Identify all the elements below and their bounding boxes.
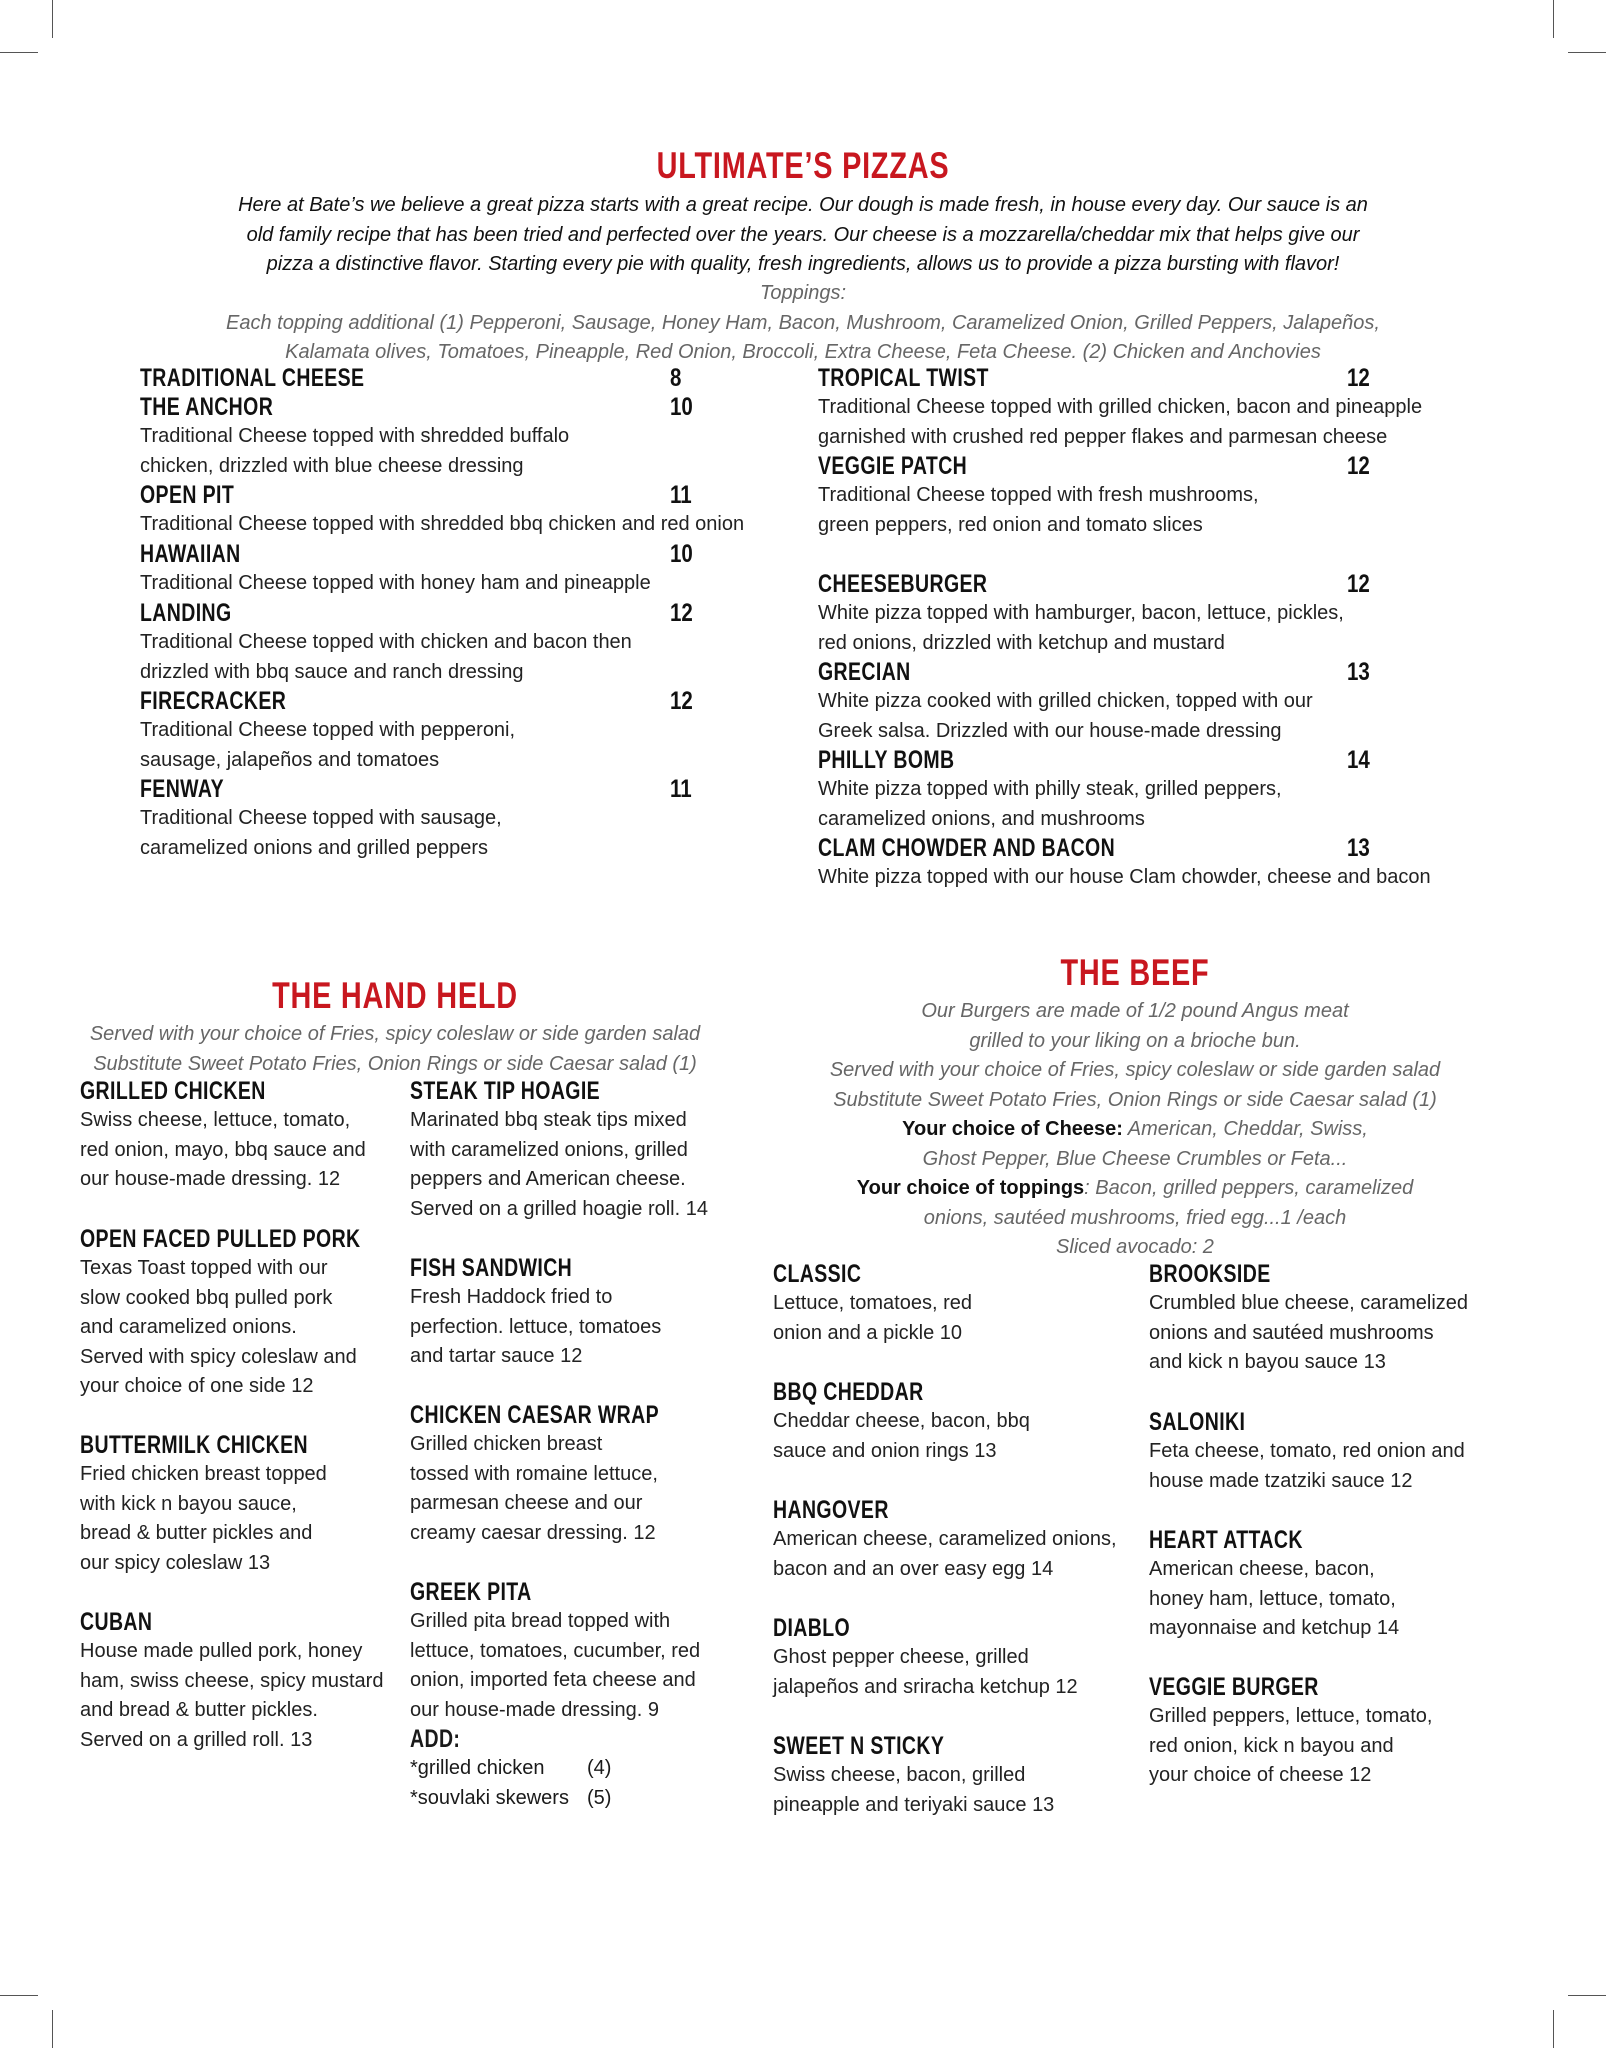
avocado-line: Sliced avocado: 2 bbox=[1056, 1236, 1214, 1258]
pizza-name: THE ANCHOR bbox=[140, 393, 274, 421]
beef-name: SALONIKI bbox=[1149, 1408, 1246, 1436]
pizza-name: PHILLY BOMB bbox=[818, 746, 955, 774]
intro-line: Served with your choice of Fries, spicy coleslaw or side garden salad bbox=[89, 1023, 701, 1045]
beef-desc: and kick n bayou sauce 13 bbox=[1149, 1351, 1386, 1373]
toppings-text: onions, sautéed mushrooms, fried egg...1 /each bbox=[923, 1206, 1347, 1229]
handheld-desc: onion, imported feta cheese and bbox=[410, 1669, 696, 1691]
beef-name: DIABLO bbox=[773, 1614, 851, 1642]
pizza-name: CHEESEBURGER bbox=[818, 570, 988, 598]
handheld-desc: our house-made dressing. 12 bbox=[80, 1168, 341, 1190]
beef-name: VEGGIE BURGER bbox=[1149, 1673, 1319, 1701]
beef-desc: onions and sautéed mushrooms bbox=[1149, 1321, 1434, 1344]
pizza-name: LANDING bbox=[140, 599, 232, 627]
handheld-desc: parmesan cheese and our bbox=[410, 1492, 643, 1514]
pizza-price: 10 bbox=[670, 540, 693, 568]
handheld-desc: peppers and American cheese. bbox=[410, 1168, 686, 1190]
pizza-price: 13 bbox=[1347, 658, 1370, 686]
beef-item bbox=[1149, 1260, 1468, 1378]
pizza-item bbox=[140, 687, 515, 775]
pizza-item bbox=[140, 364, 428, 393]
beef-name: HANGOVER bbox=[773, 1496, 889, 1524]
crop-mark bbox=[52, 2010, 53, 2048]
beef-title: THE BEEF bbox=[1060, 952, 1210, 993]
handheld-item bbox=[80, 1077, 366, 1195]
beef-name: BBQ CHEDDAR bbox=[773, 1378, 924, 1406]
pizza-name: HAWAIIAN bbox=[140, 540, 241, 568]
pizza-name: OPEN PIT bbox=[140, 481, 235, 509]
handheld-desc: with caramelized onions, grilled bbox=[410, 1138, 688, 1161]
toppings-line: Kalamata olives, Tomatoes, Pineapple, Red Onion, Broccoli, Extra Cheese, Feta Cheese. (2) Chicken and Anchovies bbox=[285, 341, 1321, 363]
beef-desc: Ghost pepper cheese, grilled bbox=[773, 1646, 1029, 1668]
beef-desc: house made tzatziki sauce 12 bbox=[1149, 1469, 1413, 1492]
intro-line: pizza a distinctive flavor. Starting every pie with quality, fresh ingredients, allows us to provide a pizza bursting with flavor! bbox=[266, 253, 1340, 275]
pizza-item bbox=[818, 452, 1259, 540]
handheld-desc: with kick n bayou sauce, bbox=[80, 1492, 297, 1515]
toppings-line: Each topping additional (1) Pepperoni, Sausage, Honey Ham, Bacon, Mushroom, Caramelized Onion, Grilled Peppers, Jalapeños, bbox=[226, 311, 1380, 334]
pizza-desc: caramelized onions, and mushrooms bbox=[818, 807, 1145, 830]
beef-name: CLASSIC bbox=[773, 1260, 862, 1288]
handheld-desc: your choice of one side 12 bbox=[80, 1375, 314, 1397]
beef-item bbox=[773, 1260, 972, 1348]
handheld-desc: ham, swiss cheese, spicy mustard bbox=[80, 1669, 384, 1692]
pizza-price: 10 bbox=[670, 393, 693, 421]
pizza-desc: White pizza topped with philly steak, grilled peppers, bbox=[818, 778, 1282, 800]
add-item: *souvlaki skewers bbox=[410, 1786, 569, 1809]
toppings-line: Toppings: bbox=[760, 282, 846, 304]
pizza-item bbox=[140, 775, 502, 863]
crop-mark bbox=[1568, 52, 1606, 53]
beef-desc: honey ham, lettuce, tomato, bbox=[1149, 1587, 1396, 1610]
add-row bbox=[410, 1784, 700, 1814]
handheld-desc: and tartar sauce 12 bbox=[410, 1345, 583, 1367]
handheld-desc: our spicy coleslaw 13 bbox=[80, 1551, 271, 1574]
handheld-item bbox=[80, 1225, 440, 1402]
pizza-item bbox=[818, 834, 1431, 893]
add-label: ADD: bbox=[410, 1725, 461, 1753]
pizza-item bbox=[140, 393, 569, 481]
cheese-text: American, Cheddar, Swiss, bbox=[1122, 1118, 1368, 1140]
handheld-desc: Grilled chicken breast bbox=[410, 1433, 603, 1455]
pizzas-title: ULTIMATE’S PIZZAS bbox=[656, 145, 950, 186]
crop-mark bbox=[0, 52, 38, 53]
handheld-desc: and bread & butter pickles. bbox=[80, 1699, 318, 1721]
handheld-desc: tossed with romaine lettuce, bbox=[410, 1462, 658, 1485]
pizza-desc: chicken, drizzled with blue cheese dressing bbox=[140, 454, 524, 477]
handheld-name: OPEN FACED PULLED PORK bbox=[80, 1225, 361, 1253]
handheld-desc: Fresh Haddock fried to bbox=[410, 1286, 613, 1308]
pizza-price: 12 bbox=[670, 687, 693, 715]
beef-name: SWEET N STICKY bbox=[773, 1732, 945, 1760]
pizza-price: 11 bbox=[670, 775, 692, 803]
handheld-desc: our house-made dressing. 9 bbox=[410, 1698, 660, 1721]
beef-item bbox=[773, 1732, 1054, 1820]
beef-desc: mayonnaise and ketchup 14 bbox=[1149, 1617, 1400, 1639]
beef-desc: American cheese, caramelized onions, bbox=[773, 1528, 1117, 1550]
intro-line: Substitute Sweet Potato Fries, Onion Rings or side Caesar salad (1) bbox=[93, 1052, 697, 1075]
beef-desc: American cheese, bacon, bbox=[1149, 1558, 1375, 1580]
intro-line: Here at Bate’s we believe a great pizza starts with a great recipe. Our dough is made fresh, in house every day. Our sauce is an bbox=[238, 194, 1368, 216]
pizza-item bbox=[140, 599, 632, 687]
handheld-desc: Marinated bbq steak tips mixed bbox=[410, 1109, 687, 1131]
pizza-price: 14 bbox=[1347, 746, 1370, 774]
handheld-desc: lettuce, tomatoes, cucumber, red bbox=[410, 1639, 701, 1662]
pizza-desc: White pizza topped with our house Clam chowder, cheese and bacon bbox=[818, 866, 1431, 888]
beef-item bbox=[1149, 1408, 1465, 1496]
handheld-desc: red onion, mayo, bbq sauce and bbox=[80, 1138, 366, 1161]
pizza-desc: garnished with crushed red pepper flakes and parmesan cheese bbox=[818, 425, 1388, 448]
pizza-desc: Traditional Cheese topped with sausage, bbox=[140, 807, 502, 829]
beef-desc: Crumbled blue cheese, caramelized bbox=[1149, 1292, 1469, 1314]
pizza-name: TROPICAL TWIST bbox=[818, 364, 989, 392]
pizza-price: 8 bbox=[670, 364, 682, 392]
handheld-name: CUBAN bbox=[80, 1608, 153, 1636]
pizza-desc: Traditional Cheese topped with shredded bbq chicken and red onion bbox=[140, 513, 745, 535]
handheld-intro bbox=[40, 1020, 750, 1079]
cheese-label: Your choice of Cheese: bbox=[902, 1118, 1123, 1140]
intro-line: old family recipe that has been tried and perfected over the years. Our cheese is a mozzarella/cheddar mix that helps give our bbox=[246, 223, 1360, 246]
pizza-name: FIRECRACKER bbox=[140, 687, 287, 715]
beef-desc: jalapeños and sriracha ketchup 12 bbox=[773, 1675, 1078, 1698]
handheld-desc: Served with spicy coleslaw and bbox=[80, 1345, 357, 1368]
handheld-name: CHICKEN CAESAR WRAP bbox=[410, 1401, 660, 1429]
beef-desc: your choice of cheese 12 bbox=[1149, 1764, 1372, 1786]
handheld-desc: Served on a grilled hoagie roll. 14 bbox=[410, 1197, 708, 1220]
handheld-item bbox=[410, 1254, 661, 1372]
toppings-label: Your choice of toppings bbox=[856, 1177, 1085, 1199]
pizza-price: 12 bbox=[1347, 364, 1370, 392]
crop-mark bbox=[52, 0, 53, 38]
beef-item bbox=[1149, 1526, 1399, 1644]
pizza-price: 13 bbox=[1347, 834, 1370, 862]
beef-desc: Feta cheese, tomato, red onion and bbox=[1149, 1440, 1465, 1462]
pizza-name: FENWAY bbox=[140, 775, 224, 803]
handheld-desc: Texas Toast topped with our bbox=[80, 1257, 328, 1279]
beef-item bbox=[1149, 1673, 1432, 1791]
add-price: (4) bbox=[587, 1757, 612, 1779]
pizza-desc: drizzled with bbq sauce and ranch dressing bbox=[140, 660, 524, 683]
pizza-desc: Traditional Cheese topped with fresh mushrooms, bbox=[818, 484, 1259, 506]
handheld-desc: Served on a grilled roll. 13 bbox=[80, 1728, 313, 1751]
beef-desc: Grilled peppers, lettuce, tomato, bbox=[1149, 1705, 1433, 1727]
crop-mark bbox=[1553, 0, 1554, 38]
pizza-name: CLAM CHOWDER AND BACON bbox=[818, 834, 1116, 862]
pizza-price: 12 bbox=[1347, 452, 1370, 480]
pizza-desc: Traditional Cheese topped with honey ham and pineapple bbox=[140, 572, 651, 594]
pizza-name: TRADITIONAL CHEESE bbox=[140, 364, 365, 392]
pizzas-toppings bbox=[100, 279, 1506, 368]
beef-desc: Cheddar cheese, bacon, bbq bbox=[773, 1410, 1030, 1432]
pizza-desc: caramelized onions and grilled peppers bbox=[140, 836, 488, 859]
intro-line: grilled to your liking on a brioche bun. bbox=[969, 1029, 1301, 1052]
handheld-item bbox=[80, 1431, 372, 1578]
toppings-text: : Bacon, grilled peppers, caramelized bbox=[1084, 1177, 1414, 1199]
pizza-desc: sausage, jalapeños and tomatoes bbox=[140, 748, 440, 771]
handheld-name: GRILLED CHICKEN bbox=[80, 1077, 266, 1105]
pizza-name: VEGGIE PATCH bbox=[818, 452, 968, 480]
pizza-price: 11 bbox=[670, 481, 692, 509]
handheld-desc: creamy caesar dressing. 12 bbox=[410, 1521, 656, 1544]
pizza-desc: Traditional Cheese topped with grilled chicken, bacon and pineapple bbox=[818, 396, 1423, 418]
intro-line: Our Burgers are made of 1/2 pound Angus meat bbox=[921, 1000, 1349, 1022]
toppings-line bbox=[770, 1174, 1500, 1204]
handheld-name: BUTTERMILK CHICKEN bbox=[80, 1431, 309, 1459]
beef-desc: sauce and onion rings 13 bbox=[773, 1439, 997, 1462]
handheld-desc: slow cooked bbq pulled pork bbox=[80, 1286, 333, 1309]
handheld-item bbox=[410, 1401, 729, 1548]
handheld-desc: bread & butter pickles and bbox=[80, 1522, 313, 1544]
crop-mark bbox=[1553, 2010, 1554, 2048]
pizza-item bbox=[140, 540, 651, 599]
pizza-item bbox=[140, 481, 744, 540]
pizza-item bbox=[818, 658, 1313, 746]
beef-desc: onion and a pickle 10 bbox=[773, 1321, 963, 1344]
handheld-item bbox=[410, 1578, 700, 1813]
pizza-desc: Traditional Cheese topped with pepperoni, bbox=[140, 719, 516, 741]
handheld-desc: Grilled pita bread topped with bbox=[410, 1610, 671, 1632]
handheld-item bbox=[80, 1608, 383, 1755]
handheld-desc: House made pulled pork, honey bbox=[80, 1640, 363, 1662]
handheld-name: GREEK PITA bbox=[410, 1578, 532, 1606]
pizza-desc: red onions, drizzled with ketchup and mustard bbox=[818, 631, 1225, 654]
intro-line: Substitute Sweet Potato Fries, Onion Rings or side Caesar salad (1) bbox=[833, 1088, 1437, 1111]
beef-desc: bacon and an over easy egg 14 bbox=[773, 1557, 1054, 1580]
pizza-name: GRECIAN bbox=[818, 658, 911, 686]
handheld-desc: Fried chicken breast topped bbox=[80, 1463, 327, 1485]
pizza-price: 12 bbox=[670, 599, 693, 627]
handheld-title: THE HAND HELD bbox=[272, 975, 518, 1016]
beef-name: HEART ATTACK bbox=[1149, 1526, 1303, 1554]
crop-mark bbox=[1568, 1995, 1606, 1996]
handheld-name: FISH SANDWICH bbox=[410, 1254, 573, 1282]
add-price: (5) bbox=[587, 1786, 612, 1809]
handheld-desc: and caramelized onions. bbox=[80, 1316, 297, 1338]
pizza-price: 12 bbox=[1347, 570, 1370, 598]
handheld-item bbox=[410, 1077, 708, 1224]
pizza-item bbox=[818, 746, 1282, 834]
beef-item bbox=[773, 1614, 1078, 1702]
beef-desc: Lettuce, tomatoes, red bbox=[773, 1292, 973, 1314]
pizzas-intro bbox=[100, 191, 1506, 280]
pizza-item bbox=[818, 364, 1422, 452]
beef-desc: Swiss cheese, bacon, grilled bbox=[773, 1764, 1026, 1786]
cheese-line bbox=[770, 1115, 1500, 1145]
cheese-text: Ghost Pepper, Blue Cheese Crumbles or Feta... bbox=[922, 1147, 1348, 1170]
pizza-desc: White pizza cooked with grilled chicken, topped with our bbox=[818, 690, 1313, 712]
beef-desc: pineapple and teriyaki sauce 13 bbox=[773, 1793, 1055, 1816]
beef-desc: red onion, kick n bayou and bbox=[1149, 1734, 1394, 1757]
beef-item bbox=[773, 1496, 1117, 1584]
beef-item bbox=[773, 1378, 1030, 1466]
add-item: *grilled chicken bbox=[410, 1757, 545, 1779]
handheld-name: STEAK TIP HOAGIE bbox=[410, 1077, 601, 1105]
pizza-desc: Traditional Cheese topped with chicken and bacon then bbox=[140, 631, 632, 653]
pizza-desc: Traditional Cheese topped with shredded buffalo bbox=[140, 425, 570, 447]
pizza-desc: green peppers, red onion and tomato slices bbox=[818, 513, 1203, 536]
add-row bbox=[410, 1754, 700, 1784]
beef-name: BROOKSIDE bbox=[1149, 1260, 1271, 1288]
handheld-desc: perfection. lettuce, tomatoes bbox=[410, 1315, 662, 1338]
pizza-desc: White pizza topped with hamburger, bacon, lettuce, pickles, bbox=[818, 602, 1344, 624]
beef-intro bbox=[770, 997, 1500, 1263]
crop-mark bbox=[0, 1995, 38, 1996]
pizza-item bbox=[818, 570, 1344, 658]
handheld-desc: Swiss cheese, lettuce, tomato, bbox=[80, 1109, 351, 1131]
pizza-desc: Greek salsa. Drizzled with our house-made dressing bbox=[818, 719, 1282, 742]
intro-line: Served with your choice of Fries, spicy coleslaw or side garden salad bbox=[829, 1059, 1441, 1081]
